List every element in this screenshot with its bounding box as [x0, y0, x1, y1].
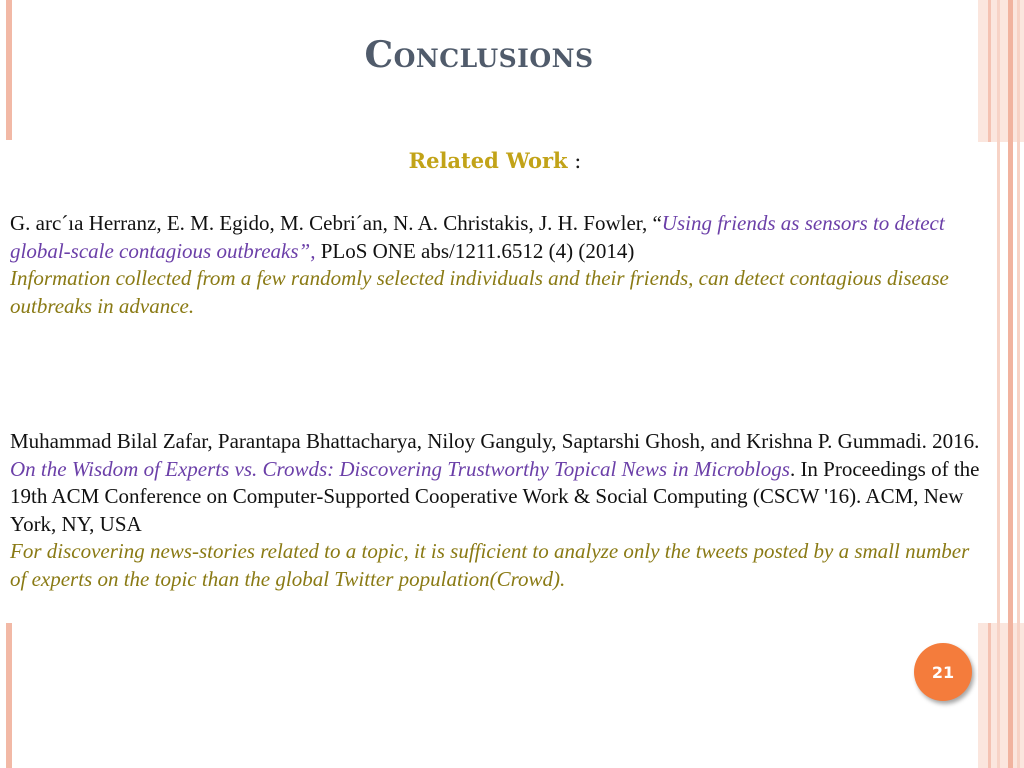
subheading-label: Related Work [408, 148, 568, 173]
right-decorative-line [997, 0, 1000, 768]
reference-authors: Muhammad Bilal Zafar, Parantapa Bhattacharya, Niloy Ganguly, Saptarshi Ghosh, and Krishna P. Gummadi. 2016. [10, 429, 980, 453]
reference-authors: G. arc´ıa Herranz, E. M. Egido, M. Cebri´an, N. A. Christakis, J. H. Fowler, “ [10, 211, 662, 235]
reference-venue: PLoS ONE abs/1211.6512 (4) (2014) [315, 238, 635, 263]
slide-title: Conclusions [364, 34, 594, 76]
subheading-suffix: : [567, 149, 582, 173]
left-decorative-stripe-bottom [6, 623, 12, 768]
page-number-badge: 21 [914, 643, 972, 701]
reference-summary: Information collected from a few randomly selected individuals and their friends, can detect contagious disease outbreaks in advance. [10, 266, 949, 318]
reference-title: On the Wisdom of Experts vs. Crowds: Discovering Trustworthy Topical News in Microblogs [10, 456, 790, 481]
right-decorative-line [1008, 0, 1013, 768]
reference-summary: For discovering news-stories related to a topic, it is sufficient to analyze only the tweets posted by a small number of experts on the topic than the global Twitter population(Crowd). [10, 539, 970, 591]
reference-venue: . In Proceedings of the 19th ACM Conference on Computer-Supported Cooperative Work & Social Computing (CSCW '16). ACM, New York, NY, USA [10, 456, 980, 536]
reference-title: Using friends as sensors to detect global-scale contagious outbreaks”, [10, 211, 945, 263]
reference-item [10, 210, 985, 320]
reference-item [10, 428, 985, 593]
section-subheading [0, 148, 990, 173]
right-decorative-line [1017, 0, 1020, 768]
